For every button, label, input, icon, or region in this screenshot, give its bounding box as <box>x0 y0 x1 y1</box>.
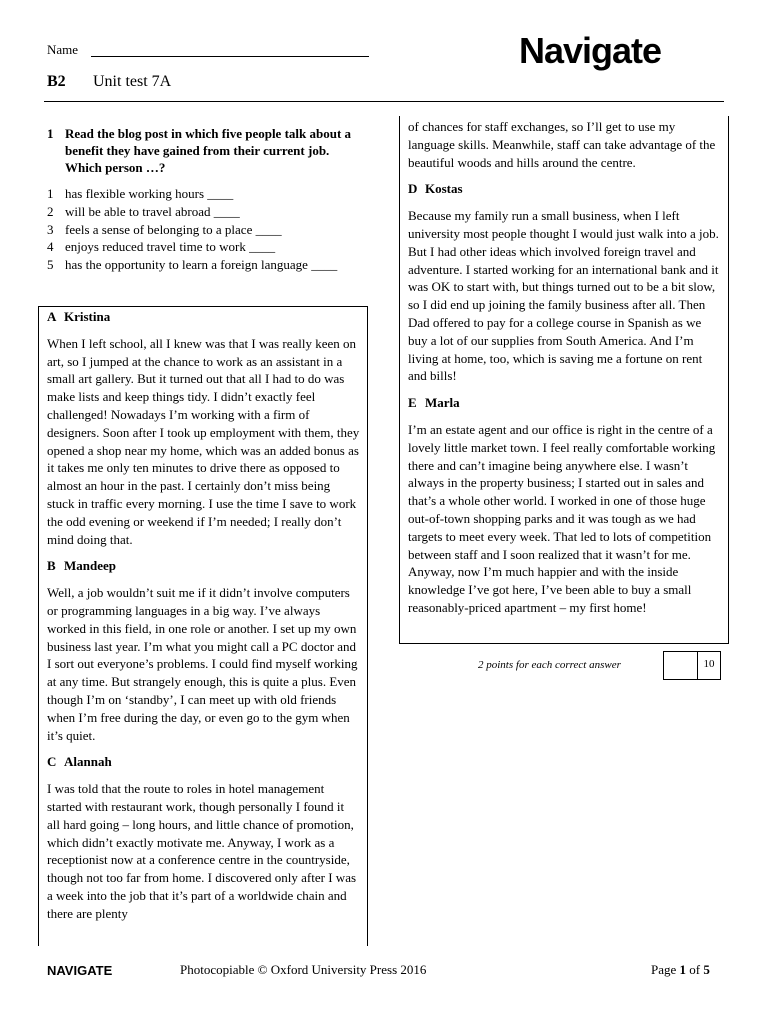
question-item[interactable] <box>47 238 367 256</box>
text-c-name: Alannah <box>64 754 112 770</box>
question-text: has flexible working hours ____ <box>65 186 234 201</box>
question-item[interactable] <box>47 185 367 203</box>
task-number: 1 <box>47 126 54 141</box>
text-c-letter: C <box>47 754 57 770</box>
name-label: Name <box>47 42 79 57</box>
question-item[interactable] <box>47 203 367 221</box>
page-current: 1 <box>679 962 687 977</box>
text-c-continued: of chances for staff exchanges, so I’ll get to use my language skills. Meanwhile, staff can take advantage of the beautiful woods and hills around the centre. <box>408 119 716 170</box>
question-number: 2 <box>47 203 54 219</box>
page-prefix: Page <box>651 962 677 977</box>
text-b-heading <box>47 557 360 575</box>
text-b-name: Mandeep <box>64 558 116 574</box>
question-number: 5 <box>47 257 54 273</box>
question-text: feels a sense of belonging to a place ____ <box>65 221 282 237</box>
reading-box-left <box>38 306 368 946</box>
question-number: 3 <box>47 221 54 237</box>
text-c-body: I was told that the route to roles in hotel management started with restaurant work, though personally I found it all hard going – long hours, and little chance of promotion, which didn’t exactly motivate me. Anyway, I work as a receptionist now at a conference centre in the countryside, though not too far from home. I discovered only after I was a week into the job that it’s part of a worldwide chain and there are plenty <box>47 781 357 921</box>
task-instruction-text: Read the blog post in which five people talk about a benefit they have gained from their current job. Which person …? <box>65 126 352 175</box>
text-b-letter: B <box>47 558 56 574</box>
text-d-name: Kostas <box>425 181 463 197</box>
question-list <box>47 185 367 274</box>
question-text: enjoys reduced travel time to work ____ <box>65 239 276 255</box>
text-d-letter: D <box>408 181 418 197</box>
score-total: 10 <box>703 658 715 670</box>
navigate-logo: Navigate <box>519 30 662 71</box>
text-d-heading <box>408 180 721 198</box>
footer-copyright: Photocopiable © Oxford University Press 2016 <box>180 962 427 977</box>
question-item[interactable] <box>47 221 367 239</box>
header-divider <box>44 101 724 102</box>
question-item[interactable] <box>47 256 367 274</box>
question-text: has the opportunity to learn a foreign language ____ <box>65 257 338 273</box>
footer-brand: NAVIGATE <box>47 963 113 978</box>
reading-box-right <box>399 116 729 644</box>
points-label: 2 points for each correct answer <box>478 659 621 671</box>
text-a-body: When I left school, all I knew was that I was really keen on art, so I jumped at the chance to work as an assistant in a small art gallery. But it turned out that all I had to do was make lists and keep things tidy. I didn’t exactly feel challenged! Nowadays I’m working with a firm of designers. Soon after I took up employment with them, they opened a shop near my home, which was an added bonus as it takes me only ten minutes to drive there as opposed to almost an hour in the past. I certainly don’t miss being stuck in traffic every morning. I use the time I save to work the odd evening or weekend if I’m needed; I really don’t mind doing that. <box>47 335 360 547</box>
text-a-heading <box>47 308 360 326</box>
text-e-letter: E <box>408 395 417 411</box>
question-number: 4 <box>47 239 54 255</box>
task-instruction <box>47 125 367 176</box>
text-c-heading <box>47 753 360 771</box>
page-of: of <box>689 962 701 977</box>
text-e-body: I’m an estate agent and our office is right in the centre of a lovely little market town. I feel really comfortable working there and can’t imagine being anywhere else. I wasn’t always in the property business; I started out in sales and that’s a whole other world. I worked in one of those huge out-of-town shopping parks and it was tough as we had targets to meet every week. That led to lots of competition between staff and I soon realized that it wasn’t for me. Anyway, now I’m much happier and with the inside knowledge I’ve got here, I’ve been able to buy a small reasonably-priced apartment – my first home! <box>408 421 716 615</box>
unit-title: Unit test 7A <box>93 73 172 90</box>
text-e-name: Marla <box>425 395 460 411</box>
question-number: 1 <box>47 186 54 201</box>
question-text: will be able to travel abroad ____ <box>65 203 240 219</box>
page-number <box>651 962 710 978</box>
text-b-body: Well, a job wouldn’t suit me if it didn’t involve computers or programming languages in a big way. I’ve always worked in this field, in one role or another. I set up my own business last year. I’m what you might call a PC doctor and I sort out everyone’s problems. I could find myself working at any time. But strangely enough, this is quite a plus. Even though I’m on ‘standby’, I can meet up with old friends when I’m free during the day, or even go to the gym when it’s quiet. <box>47 585 358 743</box>
level-label: B2 <box>47 73 66 90</box>
text-e-heading <box>408 394 721 412</box>
name-blank-line[interactable] <box>91 56 369 57</box>
text-a-name: Kristina <box>64 309 111 324</box>
task-section <box>47 125 367 274</box>
text-d-body: Because my family run a small business, when I left university most people thought I would just walk into a job. But I had other ideas which involved foreign travel and adventure. I started working for an international bank and it was OK to start with, but things turned out to be a bit slow, so I did end up joining the family business after all. Then Dad offered to pay for a college course in Spanish as we buy a lot of our supplies from South America. And I’m living at home, too, which is saving me a fortune on rent and bills! <box>408 208 719 384</box>
page-total: 5 <box>703 962 710 977</box>
text-a-letter: A <box>47 309 57 324</box>
